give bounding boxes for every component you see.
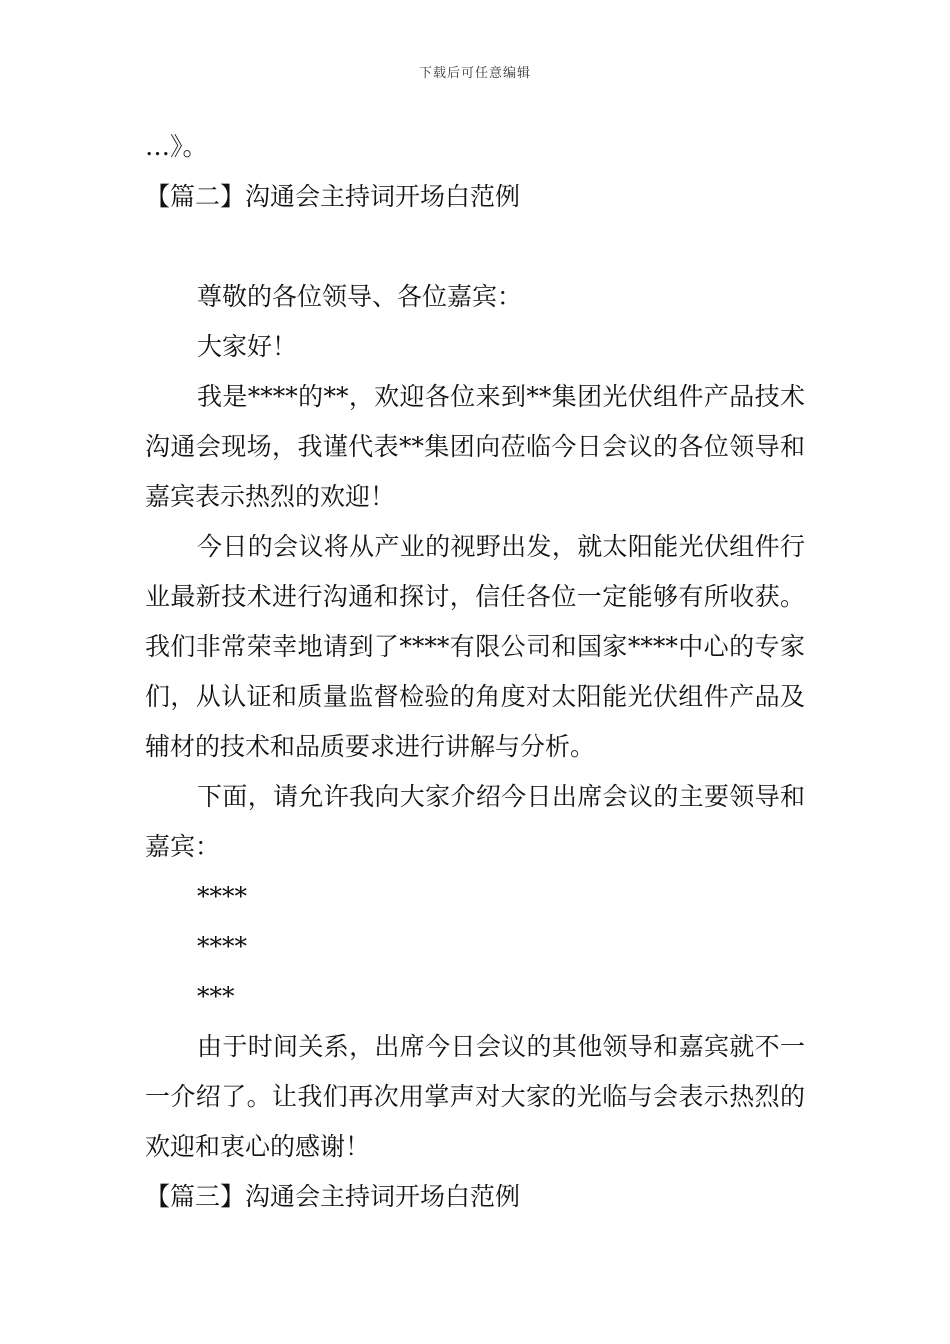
document-body: [145, 122, 805, 1222]
guest-line: ****: [197, 932, 247, 961]
greeting: 大家好！: [197, 332, 298, 361]
continuation-text: …》。: [145, 132, 208, 161]
blank-line: [145, 222, 805, 272]
section-2-title: 【篇二】沟通会主持词开场白范例: [145, 182, 521, 211]
intro-paragraph: 我是****的**，欢迎各位来到**集团光伏组件产品技术沟通会现场，我谨代表**集团向莅临今日会议的各位领导和嘉宾表示热烈的欢迎！: [145, 382, 805, 511]
thanks-paragraph: 由于时间关系，出席今日会议的其他领导和嘉宾就不一一介绍了。让我们再次用掌声对大家的光临与会表示热烈的欢迎和衷心的感谢！: [145, 1032, 805, 1161]
meeting-paragraph: 今日的会议将从产业的视野出发，就太阳能光伏组件行业最新技术进行沟通和探讨，信任各位一定能够有所收获。我们非常荣幸地请到了****有限公司和国家****中心的专家们，从认证和质量监督检验的角度对太阳能光伏组件产品及辅材的技术和品质要求进行讲解与分析。: [145, 532, 805, 761]
section-3-title: 【篇三】沟通会主持词开场白范例: [145, 1182, 521, 1211]
salutation: 尊敬的各位领导、各位嘉宾：: [197, 282, 523, 311]
guest-line: ***: [197, 982, 235, 1011]
page-header: 下载后可任意编辑: [418, 66, 531, 81]
introduce-paragraph: 下面，请允许我向大家介绍今日出席会议的主要领导和嘉宾：: [145, 782, 805, 861]
guest-line: ****: [197, 882, 247, 911]
